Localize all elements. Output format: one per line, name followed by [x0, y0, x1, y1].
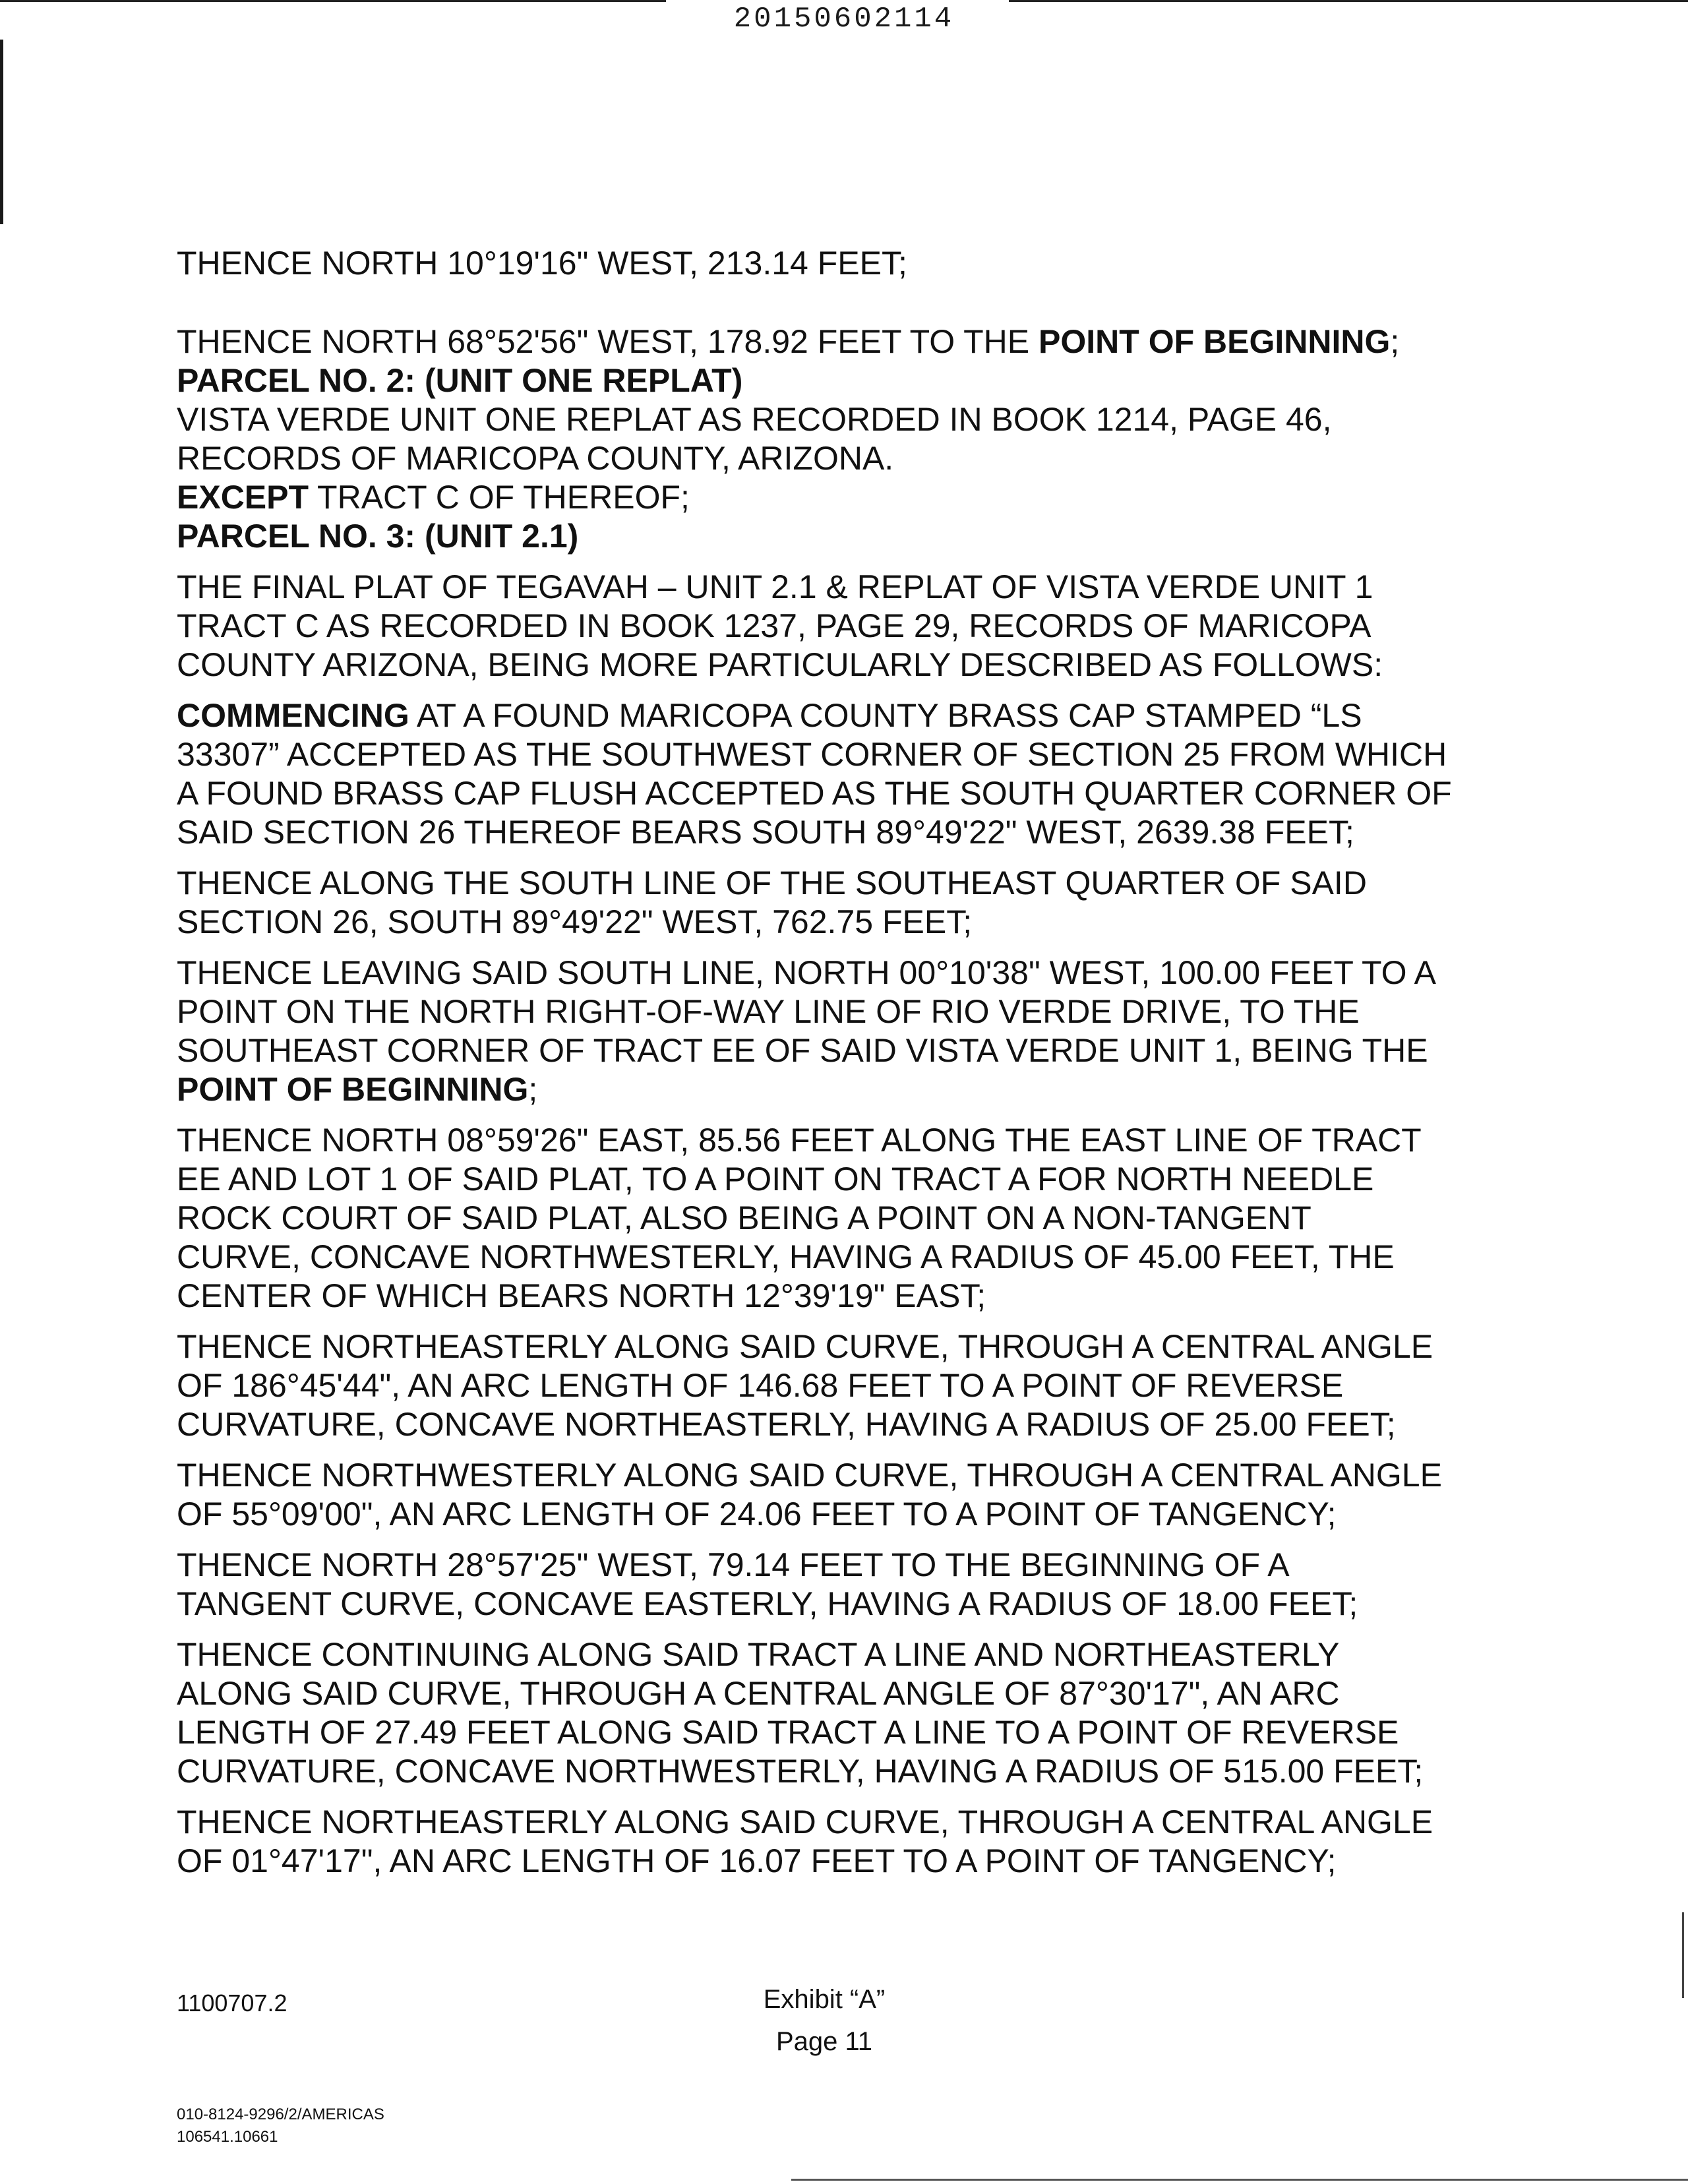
point-of-beginning-label: POINT OF BEGINNING	[177, 1071, 529, 1108]
course-paragraph: THENCE NORTH 08°59'26" EAST, 85.56 FEET ALONG THE EAST LINE OF TRACT EE AND LOT 1 OF SAID PLAT, TO A POINT ON TRACT A FOR NORTH NEEDLE ROCK COURT OF SAID PLAT, ALSO BEING A POINT ON A NON-TANGENT CURVE, CONCAVE NORTHWESTERLY, HAVING A RADIUS OF 45.00 FEET, THE CENTER OF WHICH BEARS NORTH 12°39'19" EAST;	[177, 1122, 1422, 1314]
course-paragraph: THENCE NORTHEASTERLY ALONG SAID CURVE, THROUGH A CENTRAL ANGLE OF 01°47'17", AN ARC LENGTH OF 16.07 FEET TO A POINT OF TANGENCY;	[177, 1804, 1433, 1879]
course-text-end: ;	[1390, 323, 1400, 360]
page-number: Page 11	[775, 2027, 873, 2056]
course-paragraph: THENCE ALONG THE SOUTH LINE OF THE SOUTHEAST QUARTER OF SAID SECTION 26, SOUTH 89°49'22" WEST, 762.75 FEET;	[177, 864, 1367, 940]
exception-paragraph	[177, 478, 1495, 517]
scan-border-top-right	[1009, 0, 1688, 2]
exhibit-label: Exhibit “A”	[763, 1985, 886, 2014]
commencing-text: AT A FOUND MARICOPA COUNTY BRASS CAP STAMPED “LS 33307” ACCEPTED AS THE SOUTHWEST CORNER OF SECTION 25 FROM WHICH A FOUND BRASS CAP FLUSH ACCEPTED AS THE SOUTH QUARTER CORNER OF SAID SECTION 26 THEREOF BEARS SOUTH 89°49'22" WEST, 2639.38 FEET;	[177, 697, 1452, 851]
footer-reference-line: 010-8124-9296/2/AMERICAS	[177, 2106, 384, 2123]
footer-doc-id: 1100707.2	[177, 1989, 287, 2017]
course-text-end: ;	[528, 1071, 538, 1108]
course-paragraph: THENCE NORTH 28°57'25" WEST, 79.14 FEET TO THE BEGINNING OF A TANGENT CURVE, CONCAVE EASTERLY, HAVING A RADIUS OF 18.00 FEET;	[177, 1546, 1358, 1622]
legal-description	[177, 244, 1495, 1893]
footer-reference	[177, 2104, 384, 2148]
course-text: THENCE NORTH 68°52'56" WEST, 178.92 FEET TO THE	[177, 323, 1039, 360]
commencing-paragraph	[177, 696, 1495, 852]
scan-border-top-left	[0, 0, 666, 2]
commencing-label: COMMENCING	[177, 697, 409, 734]
parcel-2-description: VISTA VERDE UNIT ONE REPLAT AS RECORDED IN BOOK 1214, PAGE 46, RECORDS OF MARICOPA COUNTY, ARIZONA.	[177, 401, 1332, 477]
except-label: EXCEPT	[177, 479, 309, 516]
scan-artifact-right	[1682, 1912, 1684, 1998]
course-paragraph: THENCE NORTHEASTERLY ALONG SAID CURVE, THROUGH A CENTRAL ANGLE OF 186°45'44", AN ARC LENGTH OF 146.68 FEET TO A POINT OF REVERSE CURVATURE, CONCAVE NORTHEASTERLY, HAVING A RADIUS OF 25.00 FEET;	[177, 1328, 1433, 1443]
course-paragraph: THENCE CONTINUING ALONG SAID TRACT A LINE AND NORTHEASTERLY ALONG SAID CURVE, THROUGH A CENTRAL ANGLE OF 87°30'17", AN ARC LENGTH OF 27.49 FEET ALONG SAID TRACT A LINE TO A POINT OF REVERSE CURVATURE, CONCAVE NORTHWESTERLY, HAVING A RADIUS OF 515.00 FEET;	[177, 1636, 1424, 1790]
course-paragraph	[177, 954, 1495, 1109]
point-of-beginning-label: POINT OF BEGINNING	[1039, 323, 1391, 360]
except-text: TRACT C OF THEREOF;	[309, 479, 690, 516]
parcel-2-heading: PARCEL NO. 2: (UNIT ONE REPLAT)	[177, 362, 743, 399]
scan-artifact-left	[0, 40, 3, 224]
course-paragraph	[177, 322, 1495, 361]
course-paragraph: THENCE NORTHWESTERLY ALONG SAID CURVE, THROUGH A CENTRAL ANGLE OF 55°09'00", AN ARC LENGTH OF 24.06 FEET TO A POINT OF TANGENCY;	[177, 1457, 1442, 1532]
course-paragraph: THENCE NORTH 10°19'16" WEST, 213.14 FEET;	[177, 245, 907, 282]
footer-reference-line: 106541.10661	[177, 2128, 278, 2146]
parcel-3-heading: PARCEL NO. 3: (UNIT 2.1)	[177, 518, 579, 555]
final-plat-paragraph: THE FINAL PLAT OF TEGAVAH – UNIT 2.1 & REPLAT OF VISTA VERDE UNIT 1 TRACT C AS RECORDED IN BOOK 1237, PAGE 29, RECORDS OF MARICOPA COUNTY ARIZONA, BEING MORE PARTICULARLY DESCRIBED AS FOLLOWS:	[177, 568, 1383, 683]
scan-border-bottom	[791, 2179, 1688, 2181]
footer-exhibit-block	[725, 1978, 923, 2063]
course-text: THENCE LEAVING SAID SOUTH LINE, NORTH 00°10'38" WEST, 100.00 FEET TO A POINT ON THE NORTH RIGHT-OF-WAY LINE OF RIO VERDE DRIVE, TO THE SOUTHEAST CORNER OF TRACT EE OF SAID VISTA VERDE UNIT 1, BEING THE	[177, 954, 1436, 1069]
recording-number: 20150602114	[733, 3, 955, 36]
